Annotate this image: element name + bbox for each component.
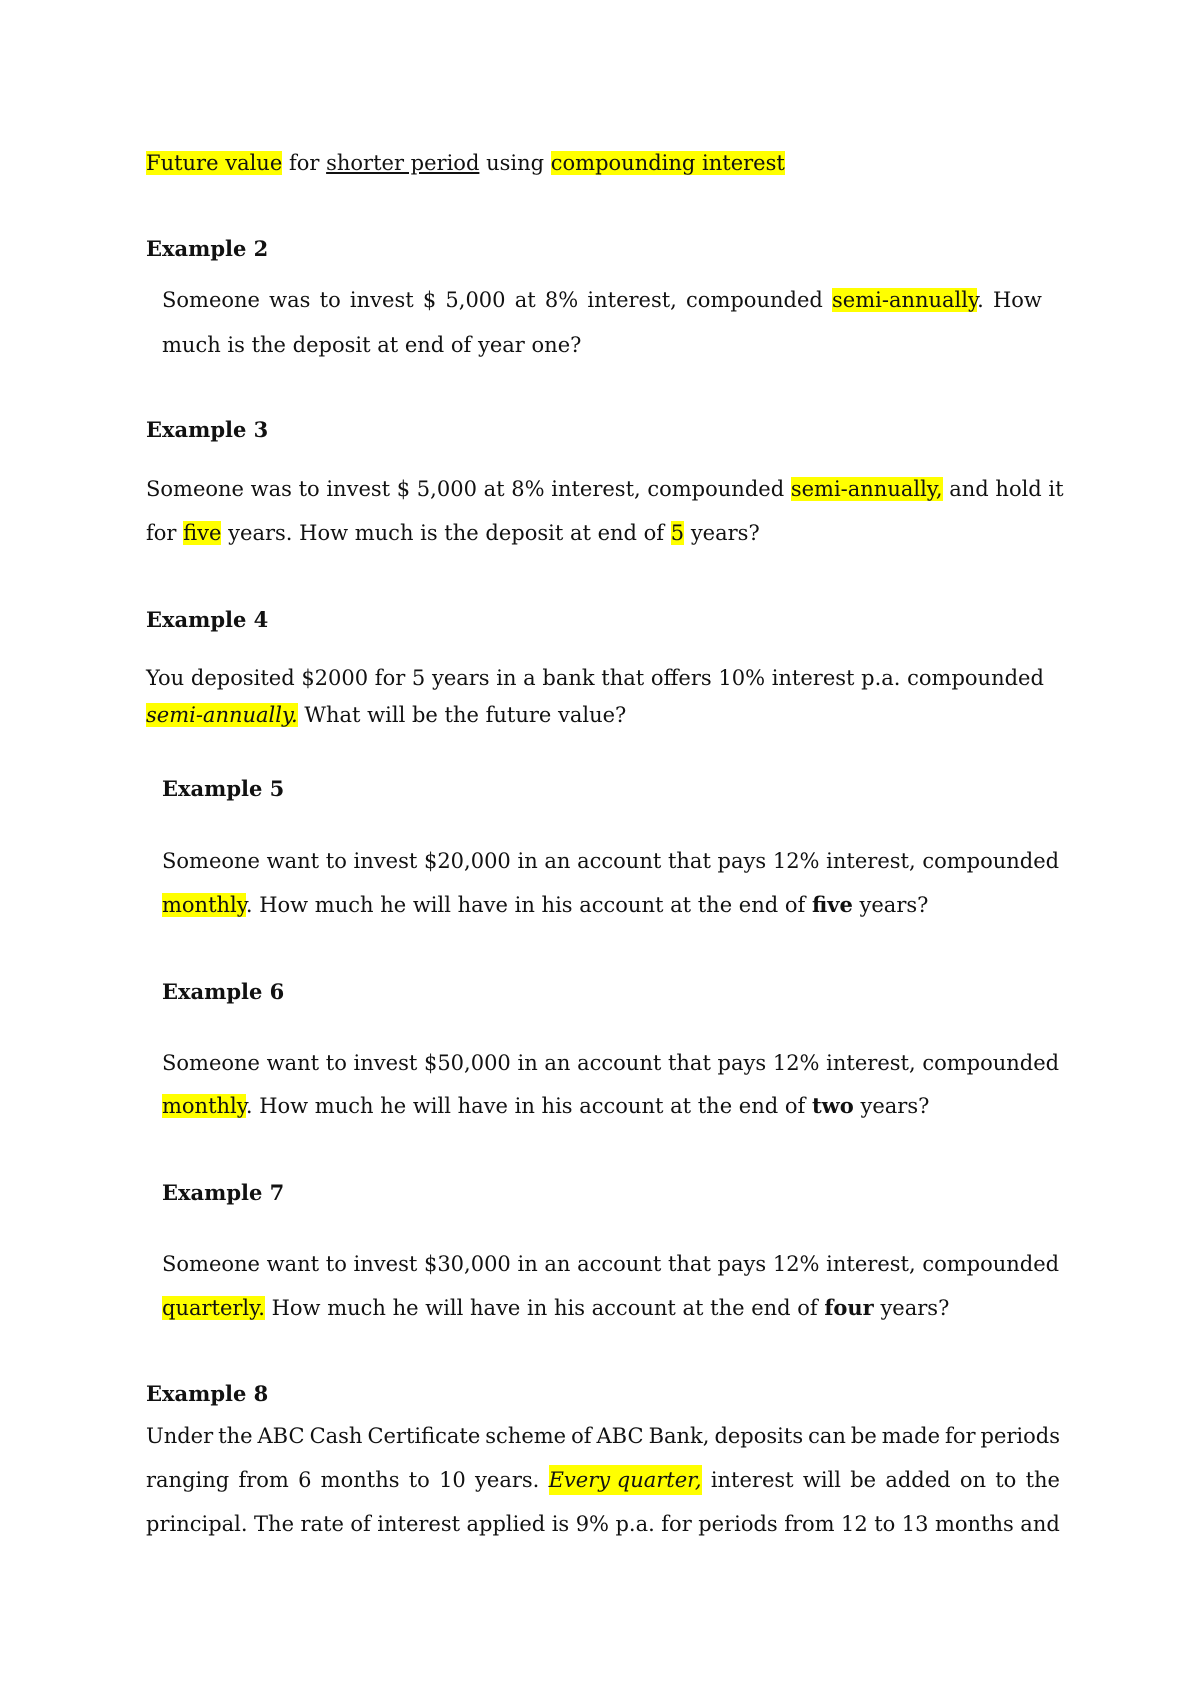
example-4-line-2: semi-annually. What will be the future value?: [146, 703, 627, 727]
example-3-line-2: for five years. How much is the deposit at end of 5 years?: [146, 521, 760, 545]
example-6-line-1: Someone want to invest $50,000 in an account that pays 12% interest, compounded: [162, 1051, 1060, 1075]
example-8-line-3: principal. The rate of interest applied is 9% p.a. for periods from 12 to 13 months and: [146, 1512, 1060, 1536]
title-shorter-period: shorter period: [326, 151, 480, 175]
example-5-line-1: Someone want to invest $20,000 in an account that pays 12% interest, compounded: [162, 849, 1060, 873]
example-8-heading: Example 8: [146, 1381, 269, 1406]
example-8-line-2: ranging from 6 months to 10 years. Every quarter, interest will be added on to the: [146, 1465, 1060, 1495]
page-title: Future value for shorter period using compounding interest: [146, 151, 785, 175]
example-5-heading: Example 5: [162, 776, 285, 801]
example-6-heading: Example 6: [162, 979, 285, 1004]
title-compounding-interest: compounding interest: [550, 151, 785, 175]
example-4-line-1: You deposited $2000 for 5 years in a bank that offers 10% interest p.a. compounded: [146, 666, 1044, 690]
example-7-heading: Example 7: [162, 1180, 285, 1205]
example-5-line-2: monthly. How much he will have in his account at the end of five years?: [162, 892, 929, 917]
highlight-five: five: [183, 521, 222, 545]
example-8-line-1: Under the ABC Cash Certificate scheme of ABC Bank, deposits can be made for periods: [146, 1424, 1060, 1448]
example-7-line-2: quarterly. How much he will have in his account at the end of four years?: [162, 1295, 950, 1320]
highlight-semi-annually: semi-annually: [832, 288, 978, 312]
title-future-value: Future value: [146, 151, 283, 175]
example-3-line-1: Someone was to invest $ 5,000 at 8% interest, compounded semi-annually, and hold it: [146, 477, 1064, 501]
highlight-monthly: monthly: [162, 893, 246, 917]
highlight-quarterly: quarterly.: [162, 1296, 265, 1320]
example-2-line-2: much is the deposit at end of year one?: [162, 333, 582, 357]
example-2-heading: Example 2: [146, 236, 269, 261]
highlight-5: 5: [670, 521, 685, 545]
example-4-heading: Example 4: [146, 607, 269, 632]
highlight-semi-annually: semi-annually.: [146, 703, 298, 727]
example-3-heading: Example 3: [146, 417, 269, 442]
highlight-every-quarter: Every quarter,: [549, 1465, 702, 1495]
example-2-line-1: Someone was to invest $ 5,000 at 8% interest, compounded semi-annually. How: [162, 288, 1042, 312]
highlight-monthly: monthly: [162, 1094, 246, 1118]
highlight-semi-annually: semi-annually,: [790, 477, 943, 501]
example-6-line-2: monthly. How much he will have in his account at the end of two years?: [162, 1093, 930, 1118]
example-7-line-1: Someone want to invest $30,000 in an account that pays 12% interest, compounded: [162, 1252, 1060, 1276]
